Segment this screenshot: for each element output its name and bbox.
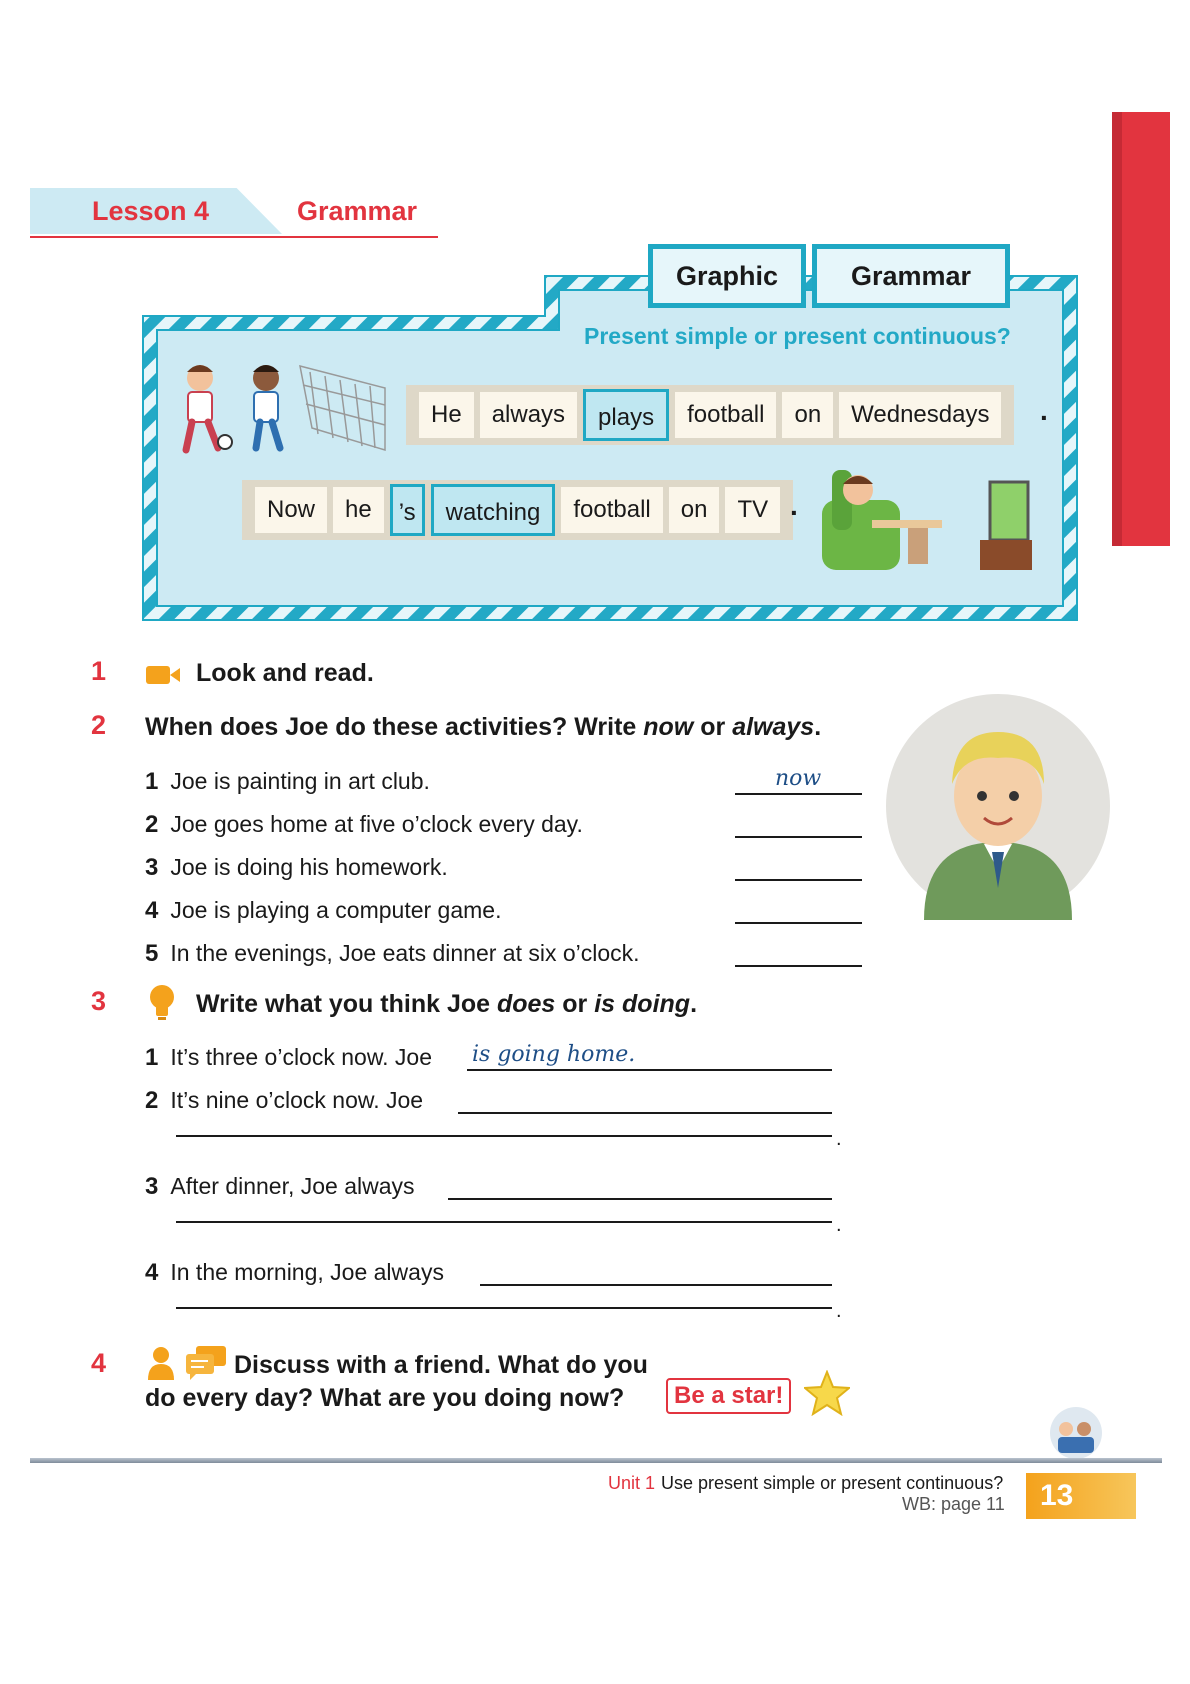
exercise-3-item: 3 After dinner, Joe always <box>145 1173 415 1200</box>
word-chip: he <box>333 487 384 533</box>
exercise-2-item: 3 Joe is doing his homework. <box>145 854 448 881</box>
exercise-3-title: Write what you think Joe does or is doing. <box>196 990 698 1018</box>
answer-line[interactable] <box>735 835 862 838</box>
aux-chip-highlighted: ’s <box>390 484 425 536</box>
period: . <box>836 1128 842 1150</box>
exercise-2-item: 4 Joe is playing a computer game. <box>145 897 502 924</box>
exercise-number: 2 <box>91 710 107 740</box>
exercise-number: 1 <box>91 656 107 686</box>
video-icon <box>146 664 180 686</box>
exercise-3-item: 4 In the morning, Joe always <box>145 1259 444 1286</box>
footer-objective: Unit 1 Use present simple or present continuous? <box>608 1473 1004 1493</box>
exercise-2-item: 2 Joe goes home at five o’clock every day. <box>145 811 583 838</box>
footer-workbook-ref: WB: page 11 <box>902 1494 1005 1514</box>
joe-portrait <box>884 692 1112 920</box>
answer-line[interactable] <box>458 1111 832 1114</box>
exercise-4-line-1: Discuss with a friend. What do you <box>234 1351 648 1379</box>
answer-line[interactable] <box>176 1306 832 1309</box>
word-chip: Wednesdays <box>839 392 1001 438</box>
answer-line[interactable] <box>735 964 862 967</box>
page-number: 13 <box>1026 1473 1136 1519</box>
answer-line[interactable] <box>735 878 862 881</box>
verb-chip-highlighted: watching <box>431 484 556 536</box>
word-chip: He <box>419 392 474 438</box>
exercise-2-title: When does Joe do these activities? Write now or always. <box>145 713 822 741</box>
answer-line[interactable] <box>480 1283 832 1286</box>
graphic-grammar-frame <box>0 0 1190 640</box>
sentence-2-full-stop: . <box>790 490 798 521</box>
answer-line[interactable] <box>467 1068 832 1071</box>
exercise-2-item: 5 In the evenings, Joe eats dinner at six o’clock. <box>145 940 640 967</box>
footer-rule <box>30 1458 1162 1463</box>
grammar-tag: Grammar <box>812 244 1010 308</box>
be-a-star-badge: Be a star! <box>666 1378 791 1414</box>
word-chip: Now <box>255 487 327 533</box>
sentence-1-full-stop: . <box>1040 395 1048 426</box>
word-chip: football <box>675 392 776 438</box>
exercise-number: 4 <box>91 1348 107 1378</box>
period: . <box>836 1300 842 1322</box>
answer-line[interactable] <box>176 1220 832 1223</box>
exercise-3-item: 1 It’s three o’clock now. Joe <box>145 1044 433 1071</box>
exercise-number: 3 <box>91 986 107 1016</box>
speech-bubbles-icon <box>186 1346 226 1380</box>
star-icon <box>804 1370 850 1416</box>
sentence-row-1 <box>406 385 1014 445</box>
answer-line[interactable] <box>735 792 862 795</box>
characters-badge-icon <box>1048 1405 1104 1461</box>
exercise-1-title: Look and read. <box>196 659 374 687</box>
lesson-label: Lesson 4 <box>92 196 210 226</box>
verb-chip-highlighted: plays <box>583 389 669 441</box>
answer-line[interactable] <box>176 1134 832 1137</box>
exercise-4-line-2: do every day? What are you doing now? <box>145 1384 625 1412</box>
lightbulb-icon <box>148 984 176 1020</box>
period: . <box>836 1214 842 1236</box>
word-chip: always <box>480 392 577 438</box>
graphic-tag: Graphic <box>648 244 806 308</box>
person-icon <box>148 1346 174 1380</box>
word-chip: TV <box>725 487 780 533</box>
answer-line[interactable] <box>735 921 862 924</box>
handwritten-answer: is going home. <box>472 1042 636 1067</box>
section-title: Grammar <box>297 196 418 226</box>
word-chip: football <box>561 487 662 533</box>
answer-line[interactable] <box>448 1197 832 1200</box>
word-chip: on <box>669 487 720 533</box>
exercise-2-item: 1 Joe is painting in art club. <box>145 768 430 795</box>
word-chip: on <box>782 392 833 438</box>
exercise-3-item: 2 It’s nine o’clock now. Joe <box>145 1087 424 1114</box>
graphic-grammar-subtitle: Present simple or present continuous? <box>584 323 1011 349</box>
handwritten-answer: now <box>775 766 822 791</box>
sentence-row-2 <box>242 480 793 540</box>
